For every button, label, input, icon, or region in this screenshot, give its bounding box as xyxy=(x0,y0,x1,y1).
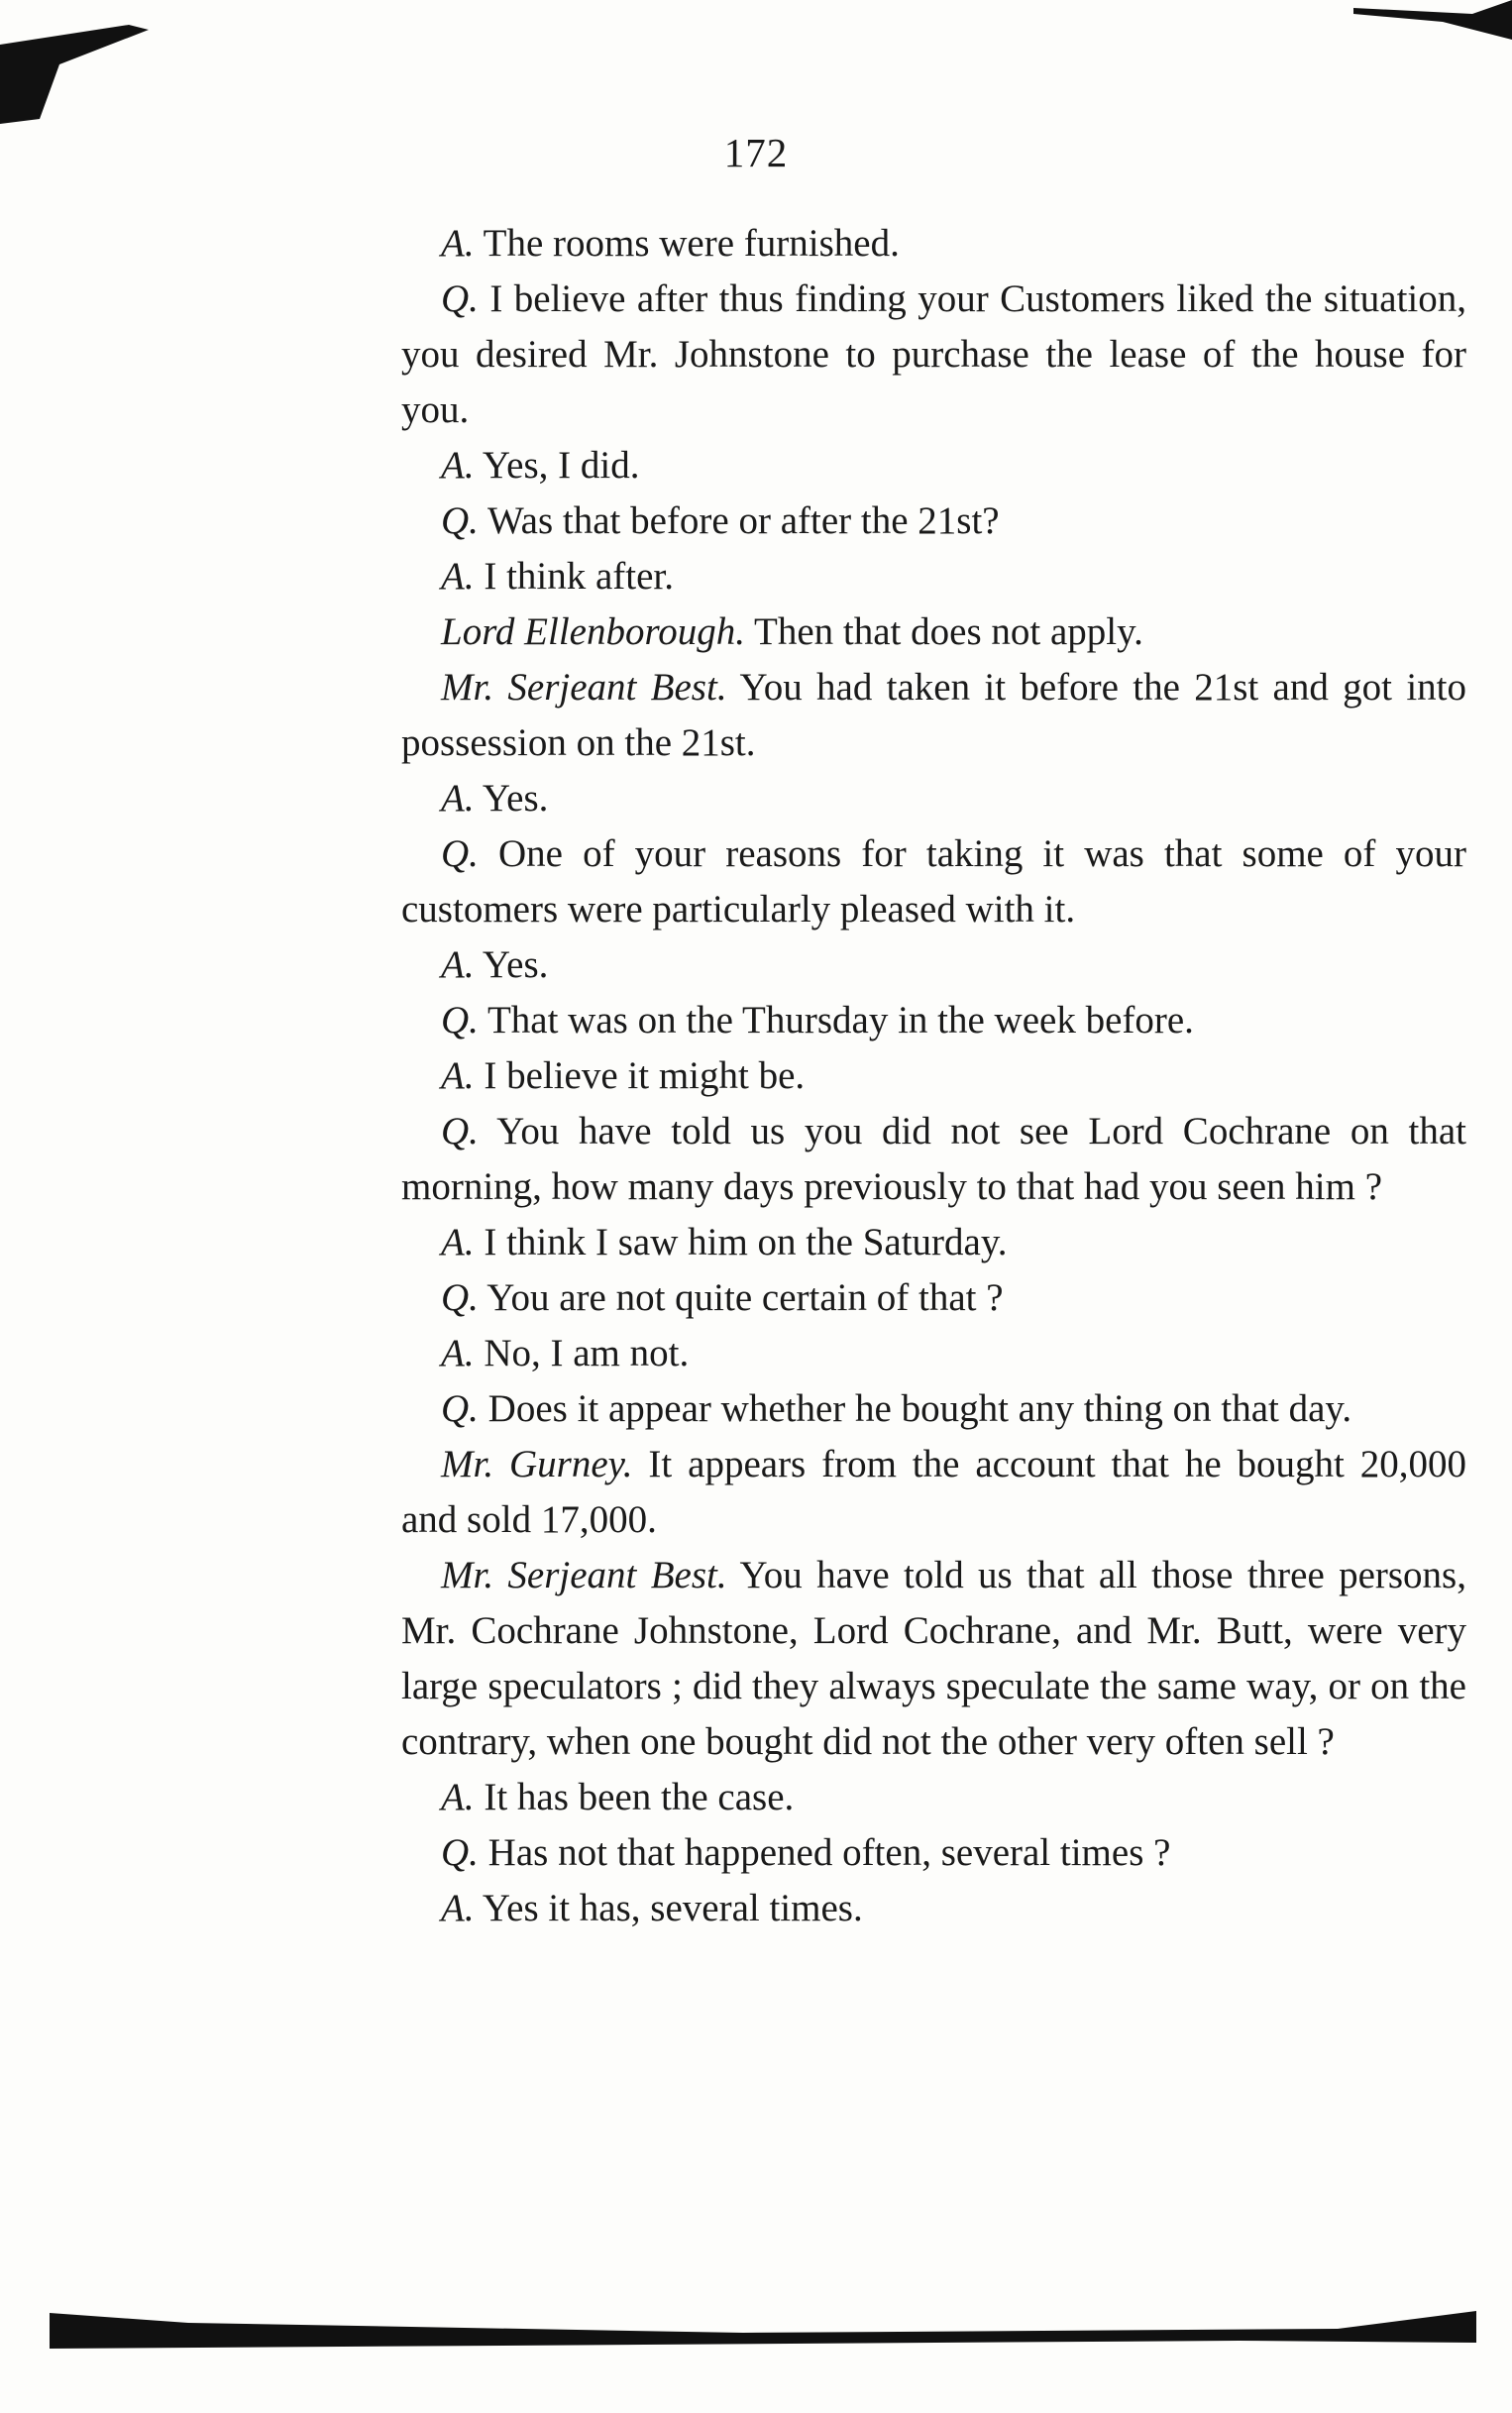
paragraph-text: Yes it has, several times. xyxy=(474,1887,863,1929)
paragraph-text: Has not that happened often, several times ? xyxy=(478,1831,1171,1874)
transcript-paragraph xyxy=(401,1881,1466,1936)
paragraph-text: That was on the Thursday in the week before. xyxy=(478,999,1194,1042)
speaker-label: Q. xyxy=(441,832,479,875)
speaker-label: A. xyxy=(441,1332,475,1374)
speaker-label: Q. xyxy=(441,277,479,320)
speaker-label: A. xyxy=(441,1887,475,1929)
paragraph-text: It has been the case. xyxy=(474,1776,795,1818)
transcript-paragraph xyxy=(401,771,1466,826)
paragraph-text: You have told us you did not see Lord Cochrane on that morning, how many days previously to that had you seen him ? xyxy=(401,1110,1466,1208)
transcript-paragraph xyxy=(401,937,1466,993)
transcript-paragraph xyxy=(401,438,1466,494)
paragraph-text: Yes. xyxy=(474,777,549,820)
transcript-paragraph xyxy=(401,1215,1466,1270)
transcript-paragraph xyxy=(401,1326,1466,1381)
speaker-label: A. xyxy=(441,1221,475,1263)
speaker-label: A. xyxy=(441,555,475,598)
paragraph-text: One of your reasons for taking it was that some of your customers were particularly pleased with it. xyxy=(401,832,1466,931)
paragraph-text: You are not quite certain of that ? xyxy=(478,1276,1004,1319)
speaker-label: A. xyxy=(441,943,475,986)
page-number: 172 xyxy=(723,130,789,175)
transcript-paragraph xyxy=(401,1825,1466,1881)
speaker-label: A. xyxy=(441,222,475,265)
transcript-paragraph xyxy=(401,660,1466,771)
transcript-paragraph xyxy=(401,993,1466,1048)
paragraph-text: No, I am not. xyxy=(474,1332,690,1374)
transcript-paragraph xyxy=(401,216,1466,272)
paragraph-text: I think after. xyxy=(474,555,675,598)
transcript-paragraph xyxy=(401,604,1466,660)
speaker-label: A. xyxy=(441,1776,475,1818)
speaker-label: Q. xyxy=(441,1831,479,1874)
transcript-paragraph xyxy=(401,549,1466,604)
paragraph-text: You have told us that all those three persons, Mr. Cochrane Johnstone, Lord Cochrane, and Mr. Butt, were very large speculators ; did they always speculate the same way, or on the contrary, when one bought did not the other very often sell ? xyxy=(401,1554,1466,1763)
speaker-label: Q. xyxy=(441,1110,479,1152)
paragraph-text: Yes, I did. xyxy=(474,444,640,487)
paragraph-text: Was that before or after the 21st? xyxy=(478,499,1000,542)
transcript-paragraph xyxy=(401,1381,1466,1437)
scan-ink-rule-bottom xyxy=(50,2309,1476,2349)
speaker-label: Q. xyxy=(441,1387,479,1430)
speaker-label: Mr. Serjeant Best. xyxy=(441,1554,727,1596)
transcript-text xyxy=(401,216,1466,1936)
speaker-label: Q. xyxy=(441,1276,479,1319)
transcript-paragraph xyxy=(401,1437,1466,1548)
transcript-paragraph xyxy=(401,826,1466,937)
paragraph-text: I believe it might be. xyxy=(474,1054,806,1097)
speaker-label: Q. xyxy=(441,499,479,542)
paragraph-text: It appears from the account that he bought 20,000 and sold 17,000. xyxy=(401,1443,1467,1541)
paragraph-text: You had taken it before the 21st and got into possession on the 21st. xyxy=(401,666,1466,764)
scan-ink-smudge-top-left xyxy=(0,25,149,124)
speaker-label: Mr. Gurney. xyxy=(441,1443,633,1485)
speaker-label: Mr. Serjeant Best. xyxy=(441,666,727,709)
speaker-label: A. xyxy=(441,1054,475,1097)
paragraph-text: I think I saw him on the Saturday. xyxy=(474,1221,1008,1263)
paragraph-text: The rooms were furnished. xyxy=(474,222,900,265)
paragraph-text: Then that does not apply. xyxy=(744,610,1143,653)
transcript-paragraph xyxy=(401,1048,1466,1104)
scan-ink-mark-top-right xyxy=(1353,0,1512,50)
transcript-paragraph xyxy=(401,494,1466,549)
transcript-paragraph xyxy=(401,1104,1466,1215)
speaker-label: Lord Ellenborough. xyxy=(441,610,745,653)
paragraph-text: I believe after thus finding your Customers liked the situation, you desired Mr. Johnstone to purchase the lease of the house for you. xyxy=(401,277,1466,431)
transcript-paragraph xyxy=(401,1548,1466,1770)
speaker-label: A. xyxy=(441,444,475,487)
transcript-paragraph xyxy=(401,1770,1466,1825)
paragraph-text: Does it appear whether he bought any thing on that day. xyxy=(478,1387,1352,1430)
transcript-paragraph xyxy=(401,1270,1466,1326)
speaker-label: A. xyxy=(441,777,475,820)
paragraph-text: Yes. xyxy=(474,943,549,986)
speaker-label: Q. xyxy=(441,999,479,1042)
transcript-paragraph xyxy=(401,272,1466,438)
